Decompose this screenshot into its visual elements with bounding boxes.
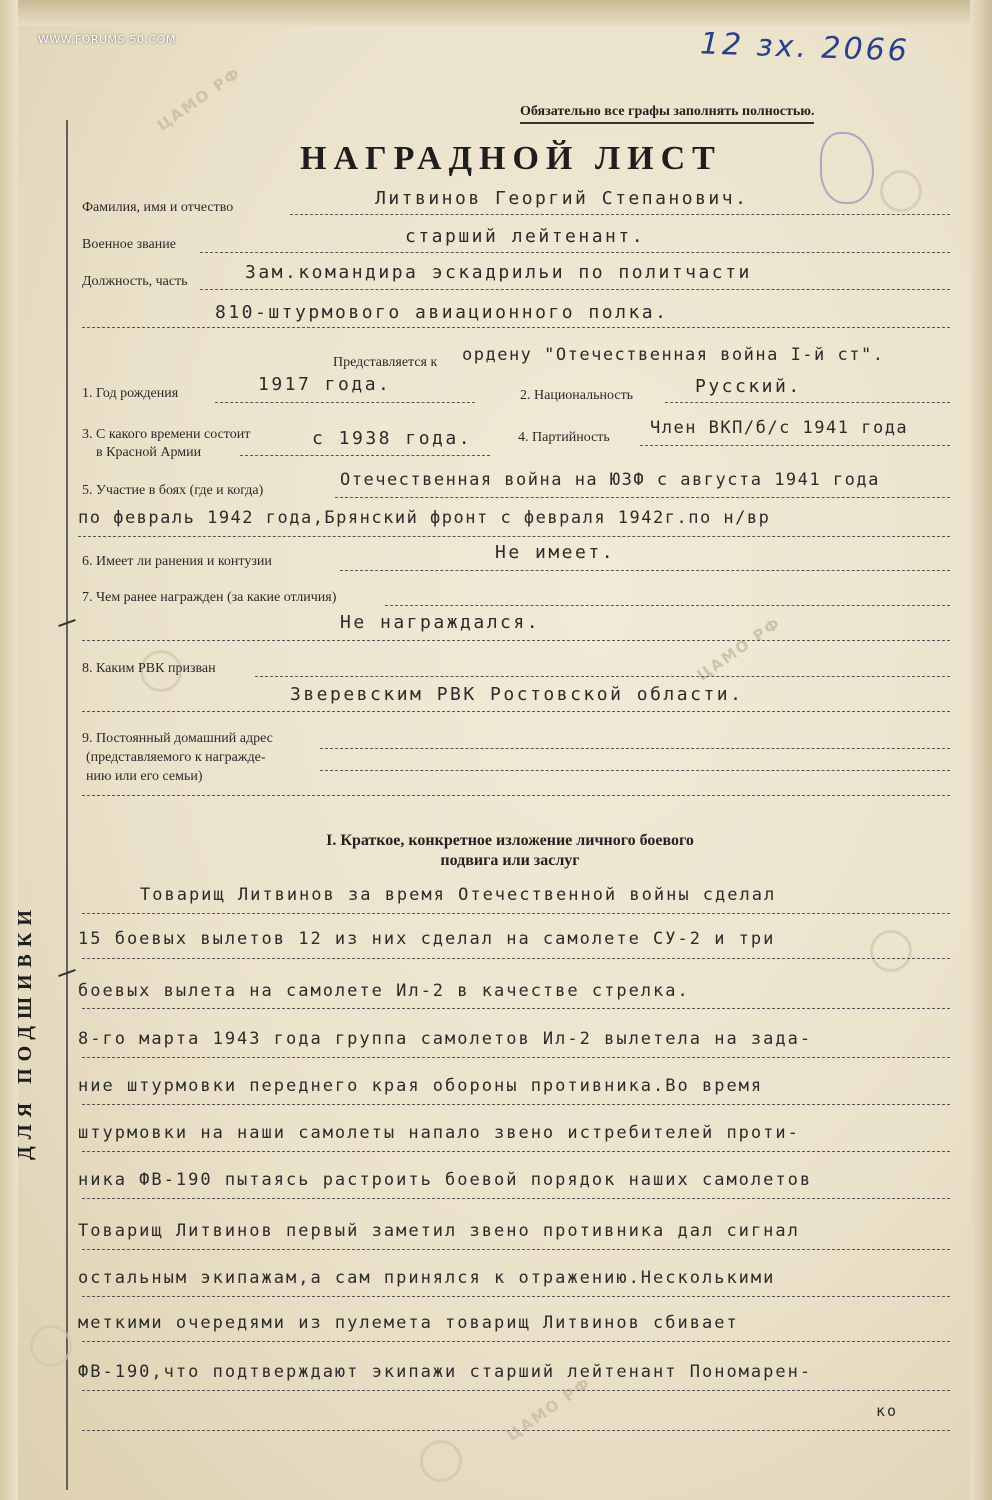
service-value: с 1938 года.	[312, 428, 473, 449]
binding-label: ДЛЯ ПОДШИВКИ	[14, 903, 36, 1160]
paper-edge-right	[970, 0, 992, 1500]
ruled-line	[82, 1008, 950, 1010]
battles-label: 5. Участие в боях (где и когда)	[82, 483, 264, 498]
nationality-label: 2. Национальность	[520, 388, 634, 403]
ruled-line	[82, 1341, 950, 1343]
binding-margin-line	[66, 120, 68, 1490]
battles-value-line-2: по февраль 1942 года,Брянский фронт с февраля 1942г.по н/вр	[78, 508, 771, 528]
narrative-line: ко	[876, 1402, 899, 1420]
archive-number: 12 зх. 2066	[699, 26, 911, 69]
fill-notice: Обязательно все графы заполнять полностью.	[520, 104, 814, 124]
name-value: Литвинов Георгий Степанович.	[375, 188, 749, 209]
name-label: Фамилия, имя и отчество	[82, 200, 234, 215]
rank-value: старший лейтенант.	[405, 226, 646, 247]
fill-line	[335, 497, 950, 499]
archive-stamp-mark	[870, 930, 912, 972]
ruled-line	[82, 913, 950, 915]
presented-label: Представляется к	[333, 355, 438, 370]
ruled-line	[82, 1198, 950, 1200]
fill-line	[320, 748, 950, 750]
archive-stamp-text: ЦАМО РФ	[153, 63, 245, 135]
narrative-line: 15 боевых вылетов 12 из них сделал на самолете СУ-2 и три	[78, 929, 776, 949]
ruled-line	[82, 1104, 950, 1106]
fill-line	[320, 770, 950, 772]
position-value-line-2: 810-штурмового авиационного полка.	[215, 302, 669, 323]
archive-stamp-mark	[30, 1325, 72, 1367]
fill-line	[200, 252, 950, 254]
narrative-line: штурмовки на наши самолеты напало звено истребителей проти-	[78, 1123, 800, 1143]
presented-value: ордену "Отечественная война I-й ст".	[462, 345, 885, 365]
site-watermark: WWW.FORUMS-50.COM	[38, 33, 176, 46]
position-label: Должность, часть	[82, 274, 188, 289]
fill-line	[82, 327, 950, 329]
narrative-line: ние штурмовки переднего края обороны противника.Во время	[78, 1076, 764, 1096]
fill-line	[640, 445, 950, 447]
section-heading-line-1: I. Краткое, конкретное изложение личного боевого	[326, 832, 694, 849]
narrative-line: 8-го марта 1943 года группа самолетов Ил-2 вылетела на зада-	[78, 1029, 813, 1049]
narrative-line: меткими очередями из пулемета товарищ Литвинов сбивает	[78, 1313, 739, 1333]
fill-line	[340, 570, 950, 572]
ruled-line	[82, 1390, 950, 1392]
address-label-line-2: (представляемого к награжде-	[86, 750, 266, 765]
fill-line	[240, 455, 490, 457]
birth-label: 1. Год рождения	[82, 386, 179, 401]
fill-line	[215, 402, 475, 404]
narrative-line: ника ФВ-190 пытаясь растроить боевой порядок наших самолетов	[78, 1170, 813, 1190]
service-label-line-1: 3. С какого времени состоит	[82, 427, 251, 442]
fill-line	[82, 711, 950, 713]
narrative-line: Товарищ Литвинов за время Отечественной войны сделал	[140, 885, 777, 905]
fill-line	[255, 676, 950, 678]
ruled-line	[82, 958, 950, 960]
address-label-line-1: 9. Постоянный домашний адрес	[82, 731, 273, 746]
archive-stamp-mark	[880, 170, 922, 212]
rvk-value: Зверевским РВК Ростовской области.	[290, 684, 744, 705]
service-label-line-2: в Красной Армии	[96, 445, 202, 460]
party-label: 4. Партийность	[518, 430, 610, 445]
position-value-line-1: Зам.командира эскадрильи по политчасти	[245, 262, 752, 283]
fill-line	[290, 214, 950, 216]
fill-line	[385, 605, 950, 607]
nationality-value: Русский.	[695, 376, 802, 397]
paper-edge-top	[0, 0, 992, 26]
ruled-line	[82, 1151, 950, 1153]
narrative-line: боевых вылета на самолете Ил-2 в качестве стрелка.	[78, 981, 690, 1001]
section-heading-line-2: подвига или заслуг	[440, 852, 580, 869]
archive-stamp-mark	[420, 1440, 462, 1482]
awards-label: 7. Чем ранее награжден (за какие отличия)	[82, 590, 337, 605]
narrative-line: остальным экипажам,а сам принялся к отражению.Несколькими	[78, 1268, 776, 1288]
fill-line	[200, 289, 950, 291]
ruled-line	[82, 1430, 950, 1432]
wounds-label: 6. Имеет ли ранения и контузии	[82, 554, 272, 569]
fill-line	[82, 795, 950, 797]
archive-stamp-text: ЦАМО РФ	[503, 1373, 595, 1445]
ruled-line	[82, 1057, 950, 1059]
wounds-value: Не имеет.	[495, 542, 616, 563]
awards-value: Не награждался.	[340, 612, 541, 633]
address-label-line-3: нию или его семьи)	[86, 769, 203, 784]
rank-label: Военное звание	[82, 237, 176, 252]
fill-line	[78, 536, 950, 538]
pen-mark	[820, 132, 874, 204]
ruled-line	[82, 1296, 950, 1298]
fill-line	[82, 640, 950, 642]
fill-line	[665, 402, 950, 404]
document-title: НАГРАДНОЙ ЛИСТ	[300, 140, 722, 177]
party-value: Член ВКП/б/с 1941 года	[650, 418, 909, 438]
battles-value-line-1: Отечественная война на ЮЗФ с августа 1941 года	[340, 470, 880, 490]
paper-edge-left	[0, 0, 18, 1500]
rvk-label: 8. Каким РВК призван	[82, 661, 216, 676]
ruled-line	[82, 1249, 950, 1251]
birth-value: 1917 года.	[258, 374, 392, 395]
narrative-line: Товарищ Литвинов первый заметил звено противника дал сигнал	[78, 1221, 800, 1241]
narrative-line: ФВ-190,что подтверждают экипажи старший лейтенант Пономарен-	[78, 1362, 813, 1382]
archive-stamp-text: ЦАМО РФ	[693, 613, 785, 685]
